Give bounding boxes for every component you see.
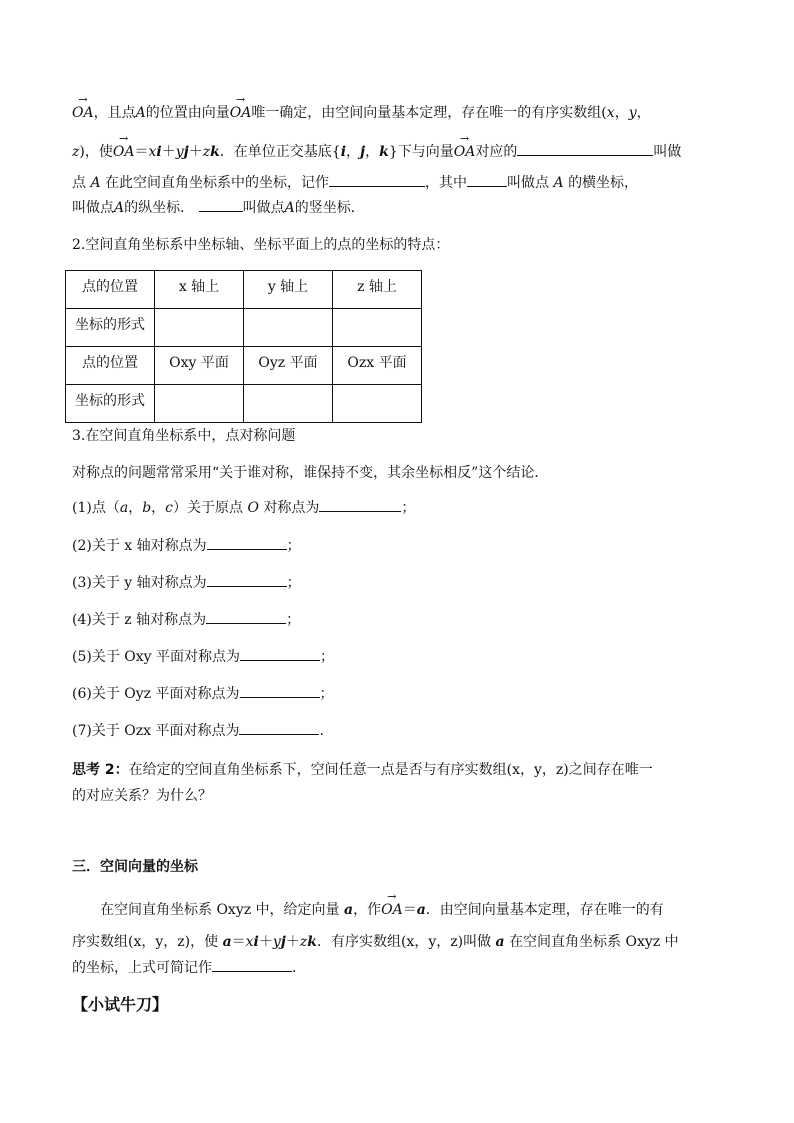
table-cell: 点的位置 — [66, 271, 155, 309]
text: 的竖坐标． — [294, 200, 365, 216]
var-x: x — [606, 105, 615, 121]
sym-item-5: (5)关于 Oxy 平面对称点为 ； — [72, 644, 732, 670]
text: ．在单位正交基底{ — [219, 144, 341, 160]
answer-blank[interactable] — [319, 497, 401, 512]
answer-blank[interactable] — [199, 197, 243, 212]
table-row — [66, 385, 422, 423]
answer-blank[interactable] — [467, 172, 507, 187]
text: 的位置由向量 — [145, 105, 230, 121]
para3-line3: 的坐标，上式可简记作 . — [72, 955, 732, 981]
coordinate-table — [65, 270, 422, 423]
table-row — [66, 309, 422, 347]
answer-blank[interactable] — [207, 535, 287, 550]
answer-blank[interactable] — [517, 141, 653, 156]
var-A: A — [135, 105, 146, 121]
text: 在给定的空间直角坐标系下，空间任意一点是否与有序实数组(x，y，z)之间存在唯一 — [128, 762, 653, 778]
table-row — [66, 271, 422, 309]
sym-item-4: (4)关于 z 轴对称点为 ； — [72, 607, 732, 633]
think2-line1 — [72, 757, 732, 783]
var-z: z — [72, 144, 80, 160]
sym-item-3: (3)关于 y 轴对称点为 ； — [72, 570, 732, 596]
para1-line4 — [72, 195, 732, 221]
text: 的纵坐标． — [124, 200, 195, 216]
section3-intro: 对称点的问题常常采用“关于谁对称，谁保持不变，其余坐标相反”这个结论． — [72, 465, 549, 481]
text: 唯一确定，由空间向量基本定理，存在唯一的有序实数组( — [251, 105, 607, 121]
table-cell: z 轴上 — [333, 271, 422, 309]
table-cell[interactable] — [333, 385, 422, 423]
sym-item-2: (2)关于 x 轴对称点为 ； — [72, 533, 732, 559]
answer-blank[interactable] — [206, 609, 286, 624]
vector-OA: → OA — [113, 139, 135, 165]
section2-title: 2.空间直角坐标系中坐标轴、坐标平面上的点的坐标的特点： — [72, 237, 450, 253]
section3-title: 3.在空间直角坐标系中，点对称问题 — [72, 428, 296, 444]
table-cell[interactable] — [244, 309, 333, 347]
answer-blank[interactable] — [212, 957, 292, 972]
answer-blank[interactable] — [207, 572, 287, 587]
text: }下与向量 — [388, 144, 454, 160]
table-cell: Ozx 平面 — [333, 347, 422, 385]
var-A: A — [553, 175, 564, 191]
table-cell: x 轴上 — [155, 271, 244, 309]
text: 的横坐标， — [568, 175, 639, 191]
answer-blank[interactable] — [239, 720, 319, 735]
para1-line3 — [72, 170, 732, 196]
text: 叫做点 — [242, 200, 285, 216]
table-cell[interactable] — [155, 309, 244, 347]
table-cell: Oyz 平面 — [244, 347, 333, 385]
text: ，且点 — [93, 105, 136, 121]
table-row — [66, 347, 422, 385]
think2-label: 思考 2： — [72, 762, 129, 778]
text: 对应的 — [475, 144, 518, 160]
var-y: y — [628, 105, 637, 121]
table-cell: 坐标的形式 — [66, 309, 155, 347]
table-cell[interactable] — [244, 385, 333, 423]
text: 叫做点 — [72, 200, 114, 216]
table-cell: y 轴上 — [244, 271, 333, 309]
vector-OA: → OA — [454, 139, 476, 165]
para3-line2: 序实数组(x，y，z)，使 a＝xi＋yj＋zk．有序实数组(x，y，z)叫做 a 在空间直角坐标系 Oxyz 中 — [72, 934, 679, 950]
answer-blank[interactable] — [240, 683, 320, 698]
para1-line2: z)，使→ OA＝xi＋yj＋zk．在单位正交基底{i，j，k}下与向量→ OA对应的 叫做 — [72, 139, 732, 165]
text: 点 — [72, 175, 86, 191]
answer-blank[interactable] — [329, 172, 425, 187]
vector-OA: → OA — [72, 100, 94, 126]
sym-item-7: (7)关于 Ozx 平面对称点为 . — [72, 718, 732, 744]
var-A: A — [90, 175, 101, 191]
section-three-title: 三．空间向量的坐标 — [72, 859, 198, 875]
table-cell: 点的位置 — [66, 347, 155, 385]
text: 叫做点 — [507, 175, 550, 191]
text: 在此空间直角坐标系中的坐标，记作 — [105, 175, 330, 191]
sym-item-1: (1)点（a，b，c）关于原点 O 对称点为 ； — [72, 495, 732, 521]
table-cell[interactable] — [155, 385, 244, 423]
answer-blank[interactable] — [240, 646, 320, 661]
text: ，其中 — [425, 175, 468, 191]
para3-line1: 在空间直角坐标系 Oxyz 中，给定向量 a，作→ OA＝a．由空间向量基本定理，存在唯一的有 — [100, 897, 760, 923]
text: 叫做 — [653, 144, 682, 160]
table-cell[interactable] — [333, 309, 422, 347]
var-A: A — [114, 200, 125, 216]
think2-line2: 的对应关系？为什么？ — [72, 788, 212, 804]
footer-title: 【小试牛刀】 — [72, 995, 169, 1014]
vector-OA: → OA — [381, 897, 403, 923]
text: )，使 — [79, 144, 113, 160]
table-cell: 坐标的形式 — [66, 385, 155, 423]
table-cell: Oxy 平面 — [155, 347, 244, 385]
vector-OA: → OA — [230, 100, 252, 126]
var-A: A — [284, 200, 295, 216]
para1-line1: → OA，且点A的位置由向量→ OA唯一确定，由空间向量基本定理，存在唯一的有序实数组(x，y， — [72, 100, 732, 126]
sym-item-6: (6)关于 Oyz 平面对称点为 ； — [72, 681, 732, 707]
